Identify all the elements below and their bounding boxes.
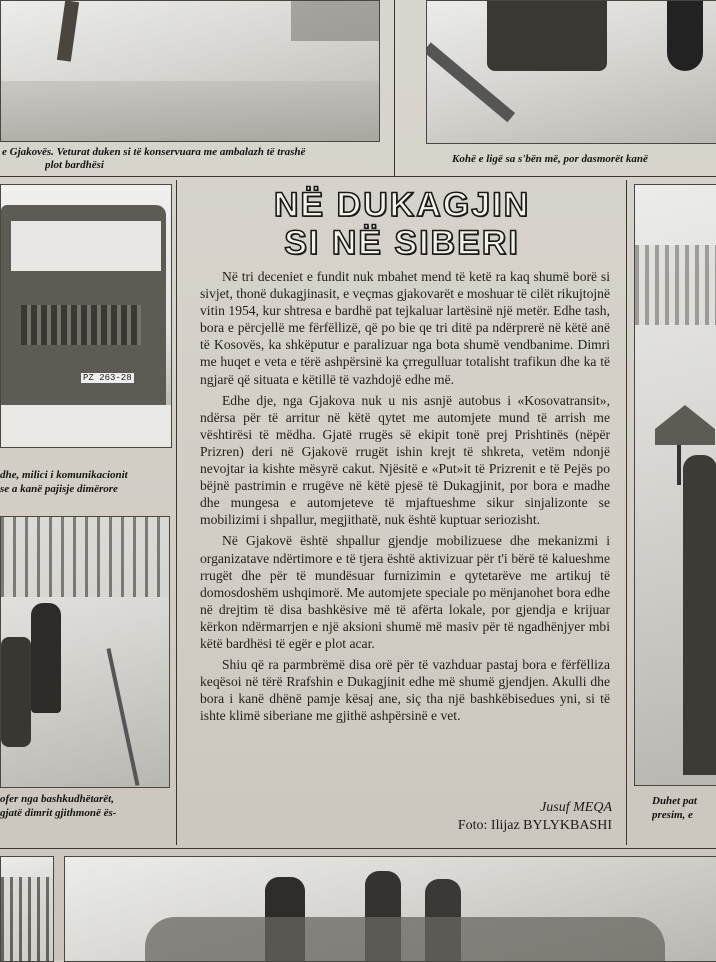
- photo-bottom-left-trees: [0, 856, 54, 962]
- article-paragraph: Në tri deceniet e fundit nuk mbahet mend të ketë ra kaq shumë borë si sivjet, thonë dukagjinasit, e veçmas gjakovarët e moshuar të cilët rikujtojnë vitin 1954, kur shtresa e bardhë pat tejkaluar lartësinë një metër. Edhe tash, bora e përcjellë me fërfëllizë, që po bie qe tri ditë pa ndërprerë në këtë anë të Kosovës, ka shkëputur e paralizuar nga bota shumë vendbanime. Dimri me huqet e veta e tërë ashpërsinë ka çrregulluar totalisht trafikun dhe ka të ngjarë që situata e këtillë të vazhdojë edhe më.: [200, 269, 610, 387]
- photo-snow-covered-cars: [0, 0, 380, 142]
- photo-people-snowy-road: [0, 516, 170, 788]
- rule-article-right: [626, 180, 627, 845]
- caption-right-bottom-1: Duhet pat: [652, 795, 697, 807]
- article-paragraph: Edhe dje, nga Gjakova nuk u nis asnjë autobus i «Kosovatransit», ndërsa për të arritur në këtë qytet me automjete mund të arrish me vështirësi të mëdha. Gjatë rrugës së ekipit tonë prej Prishtinës (nëpër Prizren) deri në Gjakovë rrugët ishin krejt të shkreta, vetëm ndonjë nevojtar ia kishte mësyrë cakut. Njësitë e «Put»it të Prizrenit e të Pejës po bëjnë pastrimin e rrugëve në këtë pjesë të Dukagjinit, por bora e madhe dhe mungesa e automjeteve të mjaftueshme sikur sinjalizonte se mobilizimi i shpallur, megjithatë, nuk është kuptuar seriozisht.: [200, 392, 610, 528]
- caption-left-bottom-1: ofer nga bashkudhëtarët,: [0, 793, 114, 805]
- caption-top-right: Kohë e ligë sa s'bën më, por dasmorët kanë: [452, 153, 648, 165]
- rule-bottom: [0, 848, 716, 849]
- caption-left-mid-1: dhe, milici i komunikacionit: [0, 469, 128, 481]
- article-body: [200, 268, 610, 788]
- headline-line-2: SI NË SIBERI: [284, 224, 520, 262]
- photo-village-snow: [634, 184, 716, 786]
- rule-top: [0, 176, 716, 177]
- article-author: Jusuf MEQA: [540, 800, 612, 815]
- caption-right-bottom-2: presim, e: [652, 809, 693, 821]
- article-headline: [206, 186, 598, 262]
- caption-left-mid-2: se a kanë pajisje dimërore: [0, 483, 118, 495]
- truck-license-plate: PZ 263-28: [83, 373, 132, 383]
- photo-credit: Foto: Ilijaz BYLYKBASHI: [457, 818, 612, 833]
- article-paragraph: Shiu që ra parmbrëmë disa orë për të vazhduar pastaj bora e fërfëlliza keqësoi në tërë Rrafshin e Dukagjinit edhe më shumë gjendjen. Akulli dhe bora i kanë dhënë pamje kësaj ane, siç tha një bashkëbisedues yni, si të ishte klimë siberiane me gjithë ashpërsinë e vet.: [200, 657, 610, 724]
- rule-top-divider: [394, 0, 395, 176]
- photo-snowy-road-vehicle: [426, 0, 716, 144]
- caption-top-left-1: e Gjakovës. Veturat duken si të konservuara me ambalazh të trashë: [2, 146, 306, 158]
- photo-bottom-workers: [64, 856, 716, 962]
- photo-truck: [0, 184, 172, 448]
- article-paragraph: Në Gjakovë është shpallur gjendje mobilizuese dhe mekanizmi i organizatave ndërtimore e të tjera është aktivizuar për t'i bërë të kalueshme rrugët dhe për të mundësuar furnizimin e qytetarëve me artikuj të domosdoshëm ushqimorë. Me automjete speciale po mënjanohet bora edhe në drejtim të disa bashkësive më të afërta lokale, por gjendja e krijuar kërkon ndërmarrjen e një aksioni shumë më masiv për të ngadhënjyer mbi këtë bardhësi të egër e plot acar.: [200, 533, 610, 651]
- caption-left-bottom-2: gjatë dimrit gjithmonë ës-: [0, 807, 117, 819]
- caption-top-left-2: plot bardhësi: [45, 159, 104, 171]
- headline-line-1: NË DUKAGJIN: [273, 186, 531, 224]
- rule-article-left: [176, 180, 177, 845]
